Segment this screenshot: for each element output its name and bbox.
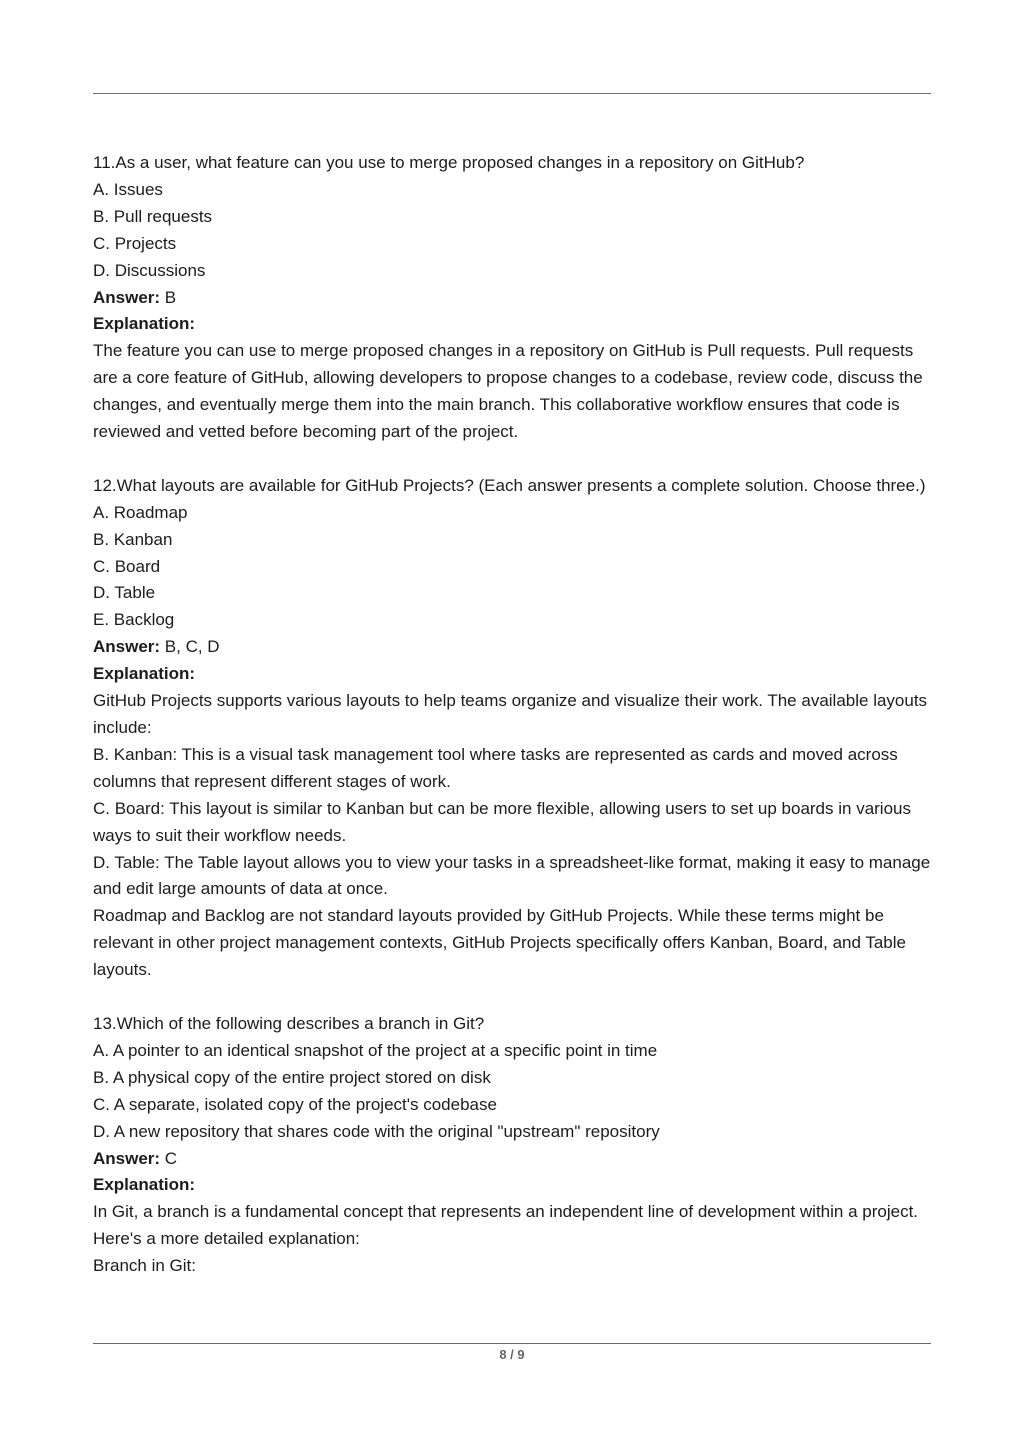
explanation-label: Explanation: bbox=[93, 314, 196, 334]
explanation-label: Explanation: bbox=[93, 664, 196, 684]
question-text: 11.As a user, what feature can you use to merge proposed changes in a repository on GitHub? bbox=[93, 153, 805, 172]
header-rule bbox=[93, 93, 931, 94]
answer-label: Answer: bbox=[93, 1148, 161, 1168]
answer-value: B, C, D bbox=[160, 637, 220, 657]
answer-label: Answer: bbox=[93, 287, 161, 307]
question-text: 13.Which of the following describes a branch in Git? bbox=[93, 1013, 485, 1033]
footer-rule bbox=[93, 1343, 931, 1344]
explanation-paragraph: The feature you can use to merge proposed changes in a repository on GitHub is Pull requests. Pull requests are a core feature of GitHub, allowing developers to propose changes to a codebase, review code, discuss the changes, and eventually merge them into the main branch. This collaborative workflow ensures that code is reviewed and vetted before becoming part of the project. bbox=[93, 341, 923, 442]
page-content bbox=[93, 150, 935, 1280]
option-e: E. Backlog bbox=[93, 610, 175, 630]
option-a: A. Roadmap bbox=[93, 502, 188, 522]
option-d: D. A new repository that shares code with the original "upstream" repository bbox=[93, 1121, 660, 1141]
explanation-paragraph: GitHub Projects supports various layouts to help teams organize and visualize their work. The available layouts include: bbox=[93, 691, 928, 738]
answer-value: C bbox=[160, 1148, 178, 1168]
option-b: B. Pull requests bbox=[93, 206, 213, 226]
answer-line bbox=[93, 1146, 935, 1173]
answer-value: B bbox=[160, 287, 177, 307]
option-c: C. A separate, isolated copy of the project's codebase bbox=[93, 1094, 497, 1114]
option-d: D. Table bbox=[93, 583, 156, 603]
explanation-paragraph: D. Table: The Table layout allows you to view your tasks in a spreadsheet-like format, making it easy to manage and edit large amounts of data at once. bbox=[93, 852, 931, 899]
option-c: C. Projects bbox=[93, 233, 177, 253]
question-block-12 bbox=[93, 473, 935, 984]
explanation-paragraph: B. Kanban: This is a visual task management tool where tasks are represented as cards and moved across columns that represent different stages of work. bbox=[93, 744, 898, 791]
option-b: B. Kanban bbox=[93, 529, 173, 549]
option-d: D. Discussions bbox=[93, 260, 206, 280]
explanation-paragraph: Branch in Git: bbox=[93, 1256, 196, 1276]
option-b: B. A physical copy of the entire project stored on disk bbox=[93, 1067, 491, 1087]
question-block-13 bbox=[93, 1011, 935, 1280]
answer-line bbox=[93, 634, 935, 661]
explanation-paragraph: In Git, a branch is a fundamental concept that represents an independent line of development within a project. Here's a more detailed explanation: bbox=[93, 1202, 919, 1249]
option-c: C. Board bbox=[93, 556, 161, 576]
option-a: A. Issues bbox=[93, 179, 163, 199]
explanation-label: Explanation: bbox=[93, 1175, 196, 1195]
explanation-paragraph: Roadmap and Backlog are not standard layouts provided by GitHub Projects. While these terms might be relevant in other project management contexts, GitHub Projects specifically offers Kanban, Board, and Table layouts. bbox=[93, 906, 906, 980]
question-block-11 bbox=[93, 150, 935, 446]
page-number: 8 / 9 bbox=[499, 1347, 525, 1362]
answer-label: Answer: bbox=[93, 637, 161, 657]
answer-line bbox=[93, 285, 935, 312]
option-a: A. A pointer to an identical snapshot of the project at a specific point in time bbox=[93, 1040, 658, 1060]
question-text: 12.What layouts are available for GitHub Projects? (Each answer presents a complete solution. Choose three.) bbox=[93, 475, 926, 495]
explanation-paragraph: C. Board: This layout is similar to Kanban but can be more flexible, allowing users to set up boards in various ways to suit their workflow needs. bbox=[93, 798, 911, 845]
